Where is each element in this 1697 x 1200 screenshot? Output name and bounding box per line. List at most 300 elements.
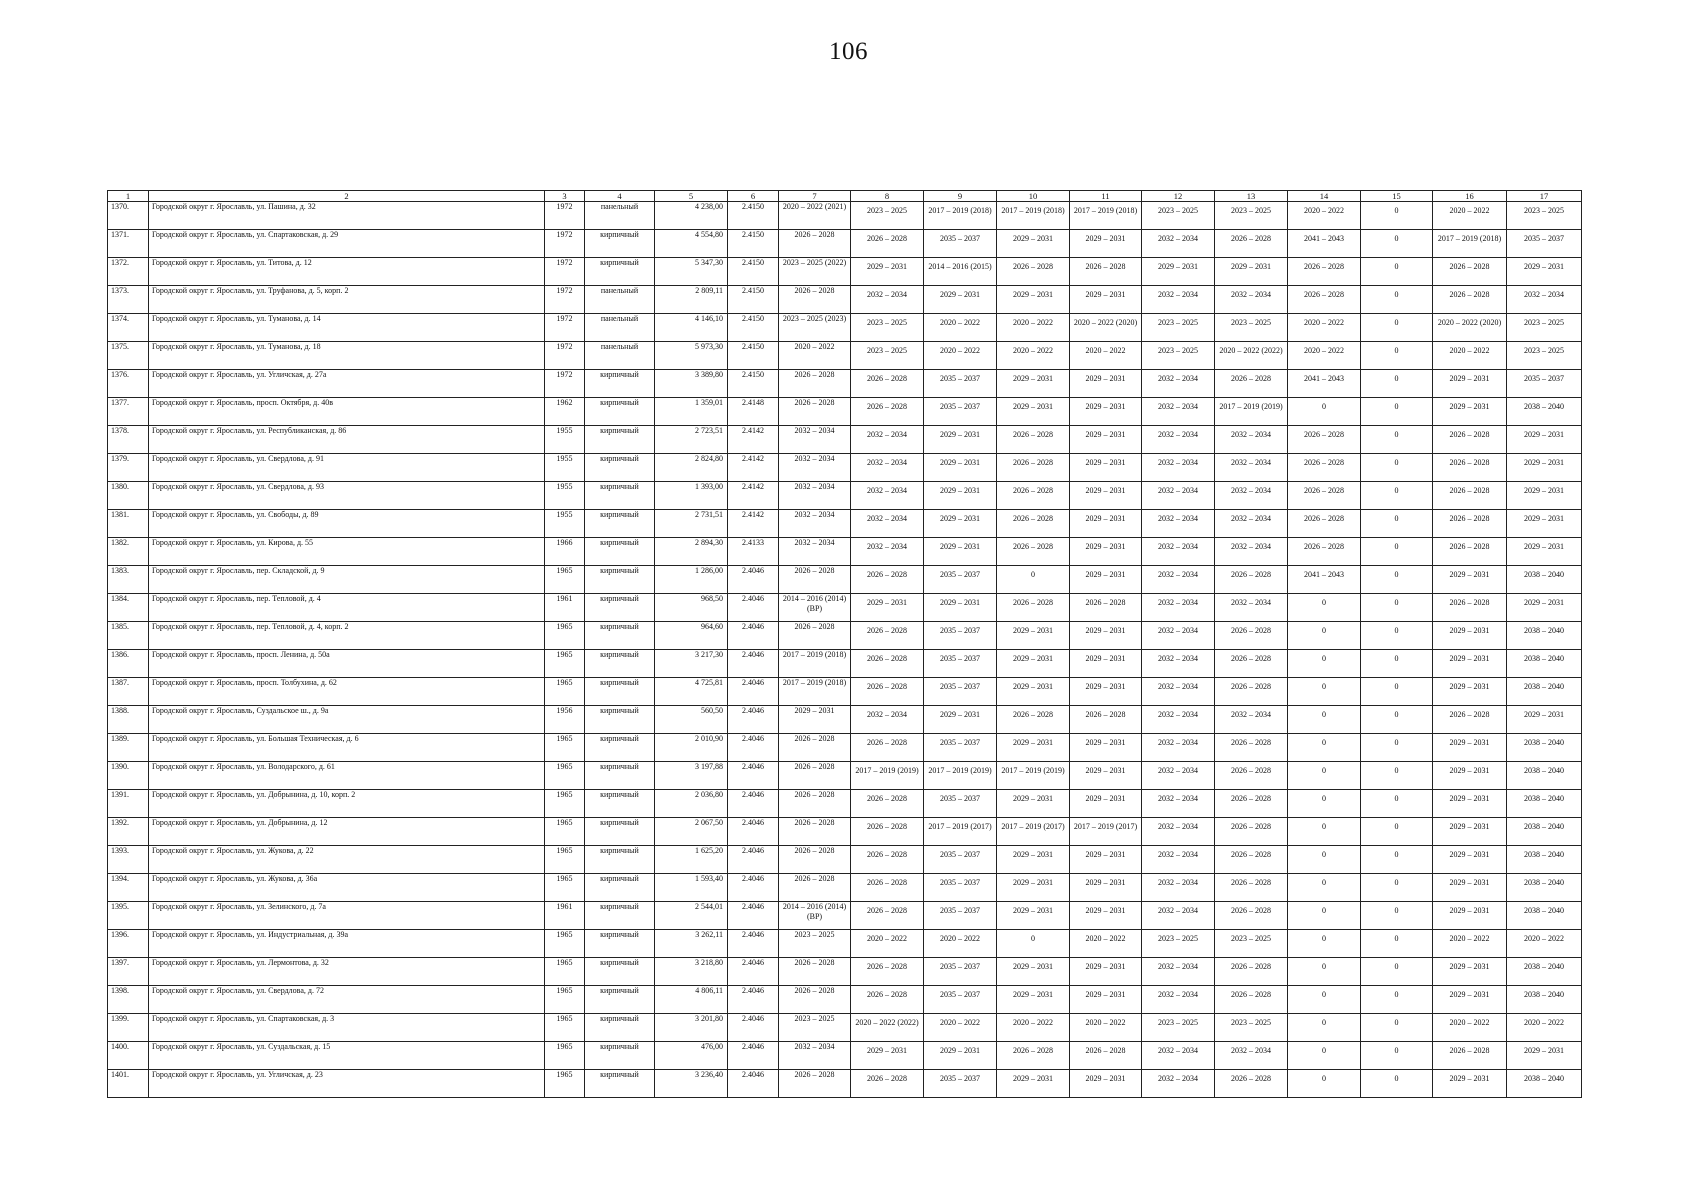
period-col-14-text: 0	[1322, 794, 1326, 803]
coefficient	[728, 398, 779, 426]
table-row	[108, 1042, 1582, 1070]
period-col-16	[1433, 566, 1507, 594]
build-year	[545, 1070, 585, 1098]
period-col-12-text: 2032 – 2034	[1158, 626, 1198, 635]
total-area	[655, 398, 728, 426]
period-col-11	[1070, 622, 1142, 650]
table-row	[108, 1070, 1582, 1098]
value-col-15-text: 0	[1394, 850, 1399, 859]
coefficient	[728, 734, 779, 762]
period-col-9-text: 2035 – 2037	[940, 374, 980, 383]
period-col-11-text: 2020 – 2022	[1085, 934, 1126, 943]
period-col-11-text: 2020 – 2022 (2020)	[1073, 318, 1138, 327]
period-col-8	[851, 342, 924, 370]
period-col-7	[779, 818, 851, 846]
coefficient	[728, 342, 779, 370]
period-col-17-text: 2029 – 2031	[1524, 262, 1564, 271]
period-col-10-text: 2029 – 2031	[1013, 738, 1053, 747]
period-col-10	[997, 678, 1070, 706]
period-col-12	[1142, 818, 1215, 846]
column-header-6: 6	[728, 191, 779, 202]
build-year	[545, 538, 585, 566]
wall-material-text: кирпичный	[600, 510, 639, 519]
period-col-8	[851, 1042, 924, 1070]
period-col-10-text: 2017 – 2019 (2019)	[1001, 766, 1065, 775]
build-year	[545, 706, 585, 734]
build-year-text: 1972	[556, 314, 573, 323]
build-year	[545, 510, 585, 538]
period-col-9-text: 2029 – 2031	[940, 1046, 980, 1055]
period-col-7-text: 2014 – 2016 (2014) (ВР)	[782, 902, 847, 921]
wall-material	[585, 482, 655, 510]
period-col-16	[1433, 678, 1507, 706]
period-col-16-text: 2020 – 2022 (2020)	[1437, 318, 1502, 327]
total-area-text: 1 286,00	[695, 566, 723, 575]
period-col-9	[924, 538, 997, 566]
period-col-16	[1433, 594, 1507, 622]
build-year	[545, 930, 585, 958]
period-col-7-text: 2026 – 2028	[794, 762, 835, 771]
period-col-13	[1215, 1070, 1288, 1098]
period-col-13	[1215, 370, 1288, 398]
column-header-15: 15	[1361, 191, 1433, 202]
period-col-14-text: 0	[1322, 626, 1326, 635]
period-col-13	[1215, 314, 1288, 342]
period-col-16-text: 2029 – 2031	[1449, 962, 1490, 971]
period-col-16-text: 2026 – 2028	[1449, 458, 1490, 467]
period-col-12	[1142, 1014, 1215, 1042]
total-area	[655, 930, 728, 958]
period-col-13	[1215, 874, 1288, 902]
build-year	[545, 874, 585, 902]
period-col-14-text: 0	[1322, 598, 1326, 607]
address	[149, 202, 545, 230]
row-number-text: 1370.	[111, 202, 129, 211]
wall-material-text: кирпичный	[600, 678, 639, 687]
wall-material	[585, 1070, 655, 1098]
period-col-8-text: 2026 – 2028	[867, 234, 907, 243]
period-col-7	[779, 370, 851, 398]
build-year-text: 1965	[556, 734, 573, 743]
build-year-text: 1972	[556, 258, 573, 267]
period-col-8-text: 2026 – 2028	[867, 654, 907, 663]
period-col-8	[851, 482, 924, 510]
period-col-11-text: 2029 – 2031	[1085, 430, 1126, 439]
period-col-11	[1070, 286, 1142, 314]
value-col-15-text: 0	[1394, 318, 1399, 327]
period-col-14-text: 2020 – 2022	[1304, 346, 1344, 355]
coefficient	[728, 762, 779, 790]
build-year-text: 1972	[556, 286, 573, 295]
coefficient-text: 2.4046	[742, 874, 764, 883]
period-col-13	[1215, 510, 1288, 538]
period-col-13-text: 2026 – 2028	[1231, 878, 1271, 887]
period-col-14	[1288, 762, 1361, 790]
period-col-14-text: 2041 – 2043	[1304, 374, 1344, 383]
period-col-9	[924, 398, 997, 426]
total-area-text: 964,60	[701, 622, 723, 631]
period-col-9	[924, 762, 997, 790]
address-text: Городской округ г. Ярославль, ул. Республиканская, д. 86	[152, 426, 347, 435]
wall-material-text: кирпичный	[600, 482, 639, 491]
row-number	[108, 202, 149, 230]
period-col-11-text: 2029 – 2031	[1085, 682, 1126, 691]
address	[149, 314, 545, 342]
table-row	[108, 706, 1582, 734]
period-col-9	[924, 1042, 997, 1070]
period-col-9-text: 2035 – 2037	[940, 626, 980, 635]
period-col-13	[1215, 930, 1288, 958]
coefficient-text: 2.4046	[742, 594, 764, 603]
period-col-8-text: 2023 – 2025	[867, 318, 907, 327]
table-row	[108, 958, 1582, 986]
period-col-12-text: 2032 – 2034	[1158, 234, 1198, 243]
period-col-16	[1433, 286, 1507, 314]
period-col-17	[1507, 790, 1582, 818]
row-number-text: 1398.	[111, 986, 129, 995]
wall-material-text: кирпичный	[600, 958, 639, 967]
build-year	[545, 678, 585, 706]
period-col-9-text: 2035 – 2037	[940, 794, 980, 803]
row-number-text: 1388.	[111, 706, 129, 715]
period-col-8	[851, 510, 924, 538]
period-col-16-text: 2026 – 2028	[1449, 514, 1490, 523]
period-col-16-text: 2020 – 2022	[1449, 206, 1490, 215]
period-col-12	[1142, 342, 1215, 370]
period-col-11	[1070, 510, 1142, 538]
period-col-16	[1433, 538, 1507, 566]
value-col-15-text: 0	[1394, 878, 1399, 887]
period-col-16-text: 2029 – 2031	[1449, 850, 1490, 859]
period-col-11	[1070, 706, 1142, 734]
period-col-7	[779, 874, 851, 902]
period-col-13	[1215, 286, 1288, 314]
period-col-14-text: 0	[1322, 878, 1326, 887]
period-col-16-text: 2026 – 2028	[1449, 290, 1490, 299]
address	[149, 1014, 545, 1042]
period-col-11	[1070, 790, 1142, 818]
row-number	[108, 286, 149, 314]
period-col-14	[1288, 930, 1361, 958]
period-col-9	[924, 790, 997, 818]
period-col-16	[1433, 958, 1507, 986]
period-col-8	[851, 846, 924, 874]
build-year-text: 1965	[556, 846, 573, 855]
wall-material	[585, 258, 655, 286]
period-col-16	[1433, 426, 1507, 454]
row-number	[108, 818, 149, 846]
value-col-15-text: 0	[1394, 626, 1399, 635]
period-col-12-text: 2023 – 2025	[1158, 346, 1198, 355]
address	[149, 482, 545, 510]
value-col-15	[1361, 1070, 1433, 1098]
period-col-12	[1142, 902, 1215, 930]
period-col-13-text: 2017 – 2019 (2019)	[1219, 402, 1283, 411]
period-col-16-text: 2017 – 2019 (2018)	[1437, 234, 1502, 243]
period-col-17-text: 2035 – 2037	[1524, 374, 1564, 383]
table-row	[108, 846, 1582, 874]
total-area-text: 1 593,40	[695, 874, 723, 883]
period-col-16-text: 2029 – 2031	[1449, 878, 1490, 887]
row-number-text: 1371.	[111, 230, 129, 239]
period-col-16-text: 2029 – 2031	[1449, 374, 1490, 383]
period-col-8	[851, 1070, 924, 1098]
table-row	[108, 594, 1582, 622]
period-col-11-text: 2029 – 2031	[1085, 542, 1126, 551]
row-number	[108, 762, 149, 790]
address-text: Городской округ г. Ярославль, Суздальское ш., д. 9а	[152, 706, 329, 715]
period-col-17-text: 2038 – 2040	[1524, 906, 1564, 915]
period-col-13	[1215, 958, 1288, 986]
row-number	[108, 846, 149, 874]
coefficient	[728, 650, 779, 678]
column-header-10: 10	[997, 191, 1070, 202]
address-text: Городской округ г. Ярославль, ул. Угличская, д. 23	[152, 1070, 323, 1079]
address	[149, 930, 545, 958]
address-text: Городской округ г. Ярославль, ул. Угличская, д. 27а	[152, 370, 327, 379]
period-col-10-text: 2020 – 2022	[1013, 318, 1053, 327]
address	[149, 258, 545, 286]
period-col-16-text: 2029 – 2031	[1449, 794, 1490, 803]
period-col-14	[1288, 678, 1361, 706]
period-col-8-text: 2026 – 2028	[867, 626, 907, 635]
build-year	[545, 426, 585, 454]
period-col-17	[1507, 594, 1582, 622]
coefficient-text: 2.4150	[742, 342, 764, 351]
total-area-text: 4 725,81	[695, 678, 723, 687]
period-col-13-text: 2032 – 2034	[1231, 290, 1271, 299]
address	[149, 678, 545, 706]
total-area	[655, 454, 728, 482]
value-col-15-text: 0	[1394, 346, 1399, 355]
value-col-15-text: 0	[1394, 738, 1399, 747]
period-col-8-text: 2023 – 2025	[867, 206, 907, 215]
period-col-11-text: 2029 – 2031	[1085, 878, 1126, 887]
period-col-11	[1070, 1042, 1142, 1070]
period-col-17	[1507, 622, 1582, 650]
period-col-16	[1433, 510, 1507, 538]
period-col-14-text: 0	[1322, 682, 1326, 691]
period-col-9-text: 2017 – 2019 (2018)	[928, 206, 992, 215]
table-row	[108, 454, 1582, 482]
period-col-11-text: 2029 – 2031	[1085, 906, 1126, 915]
period-col-12-text: 2032 – 2034	[1158, 486, 1198, 495]
total-area-text: 2 067,50	[695, 818, 723, 827]
period-col-11	[1070, 874, 1142, 902]
period-col-9	[924, 454, 997, 482]
period-col-10	[997, 370, 1070, 398]
period-col-13	[1215, 818, 1288, 846]
column-header-2: 2	[149, 191, 545, 202]
period-col-13-text: 2026 – 2028	[1231, 822, 1271, 831]
row-number	[108, 1042, 149, 1070]
column-header-14: 14	[1288, 191, 1361, 202]
total-area	[655, 510, 728, 538]
period-col-14-text: 0	[1322, 906, 1326, 915]
wall-material-text: кирпичный	[600, 538, 639, 547]
period-col-10	[997, 202, 1070, 230]
wall-material	[585, 986, 655, 1014]
period-col-17	[1507, 426, 1582, 454]
period-col-17-text: 2029 – 2031	[1524, 1046, 1564, 1055]
period-col-12	[1142, 594, 1215, 622]
row-number-text: 1391.	[111, 790, 129, 799]
period-col-17-text: 2029 – 2031	[1524, 542, 1564, 551]
row-number	[108, 594, 149, 622]
period-col-10-text: 2029 – 2031	[1013, 878, 1053, 887]
period-col-17	[1507, 734, 1582, 762]
period-col-7-text: 2017 – 2019 (2018)	[782, 678, 847, 687]
column-header-4: 4	[585, 191, 655, 202]
value-col-15	[1361, 846, 1433, 874]
period-col-8	[851, 678, 924, 706]
coefficient-text: 2.4046	[742, 622, 764, 631]
total-area	[655, 790, 728, 818]
wall-material-text: кирпичный	[600, 1042, 639, 1051]
period-col-14	[1288, 874, 1361, 902]
period-col-12	[1142, 454, 1215, 482]
total-area	[655, 230, 728, 258]
period-col-12	[1142, 622, 1215, 650]
period-col-8	[851, 566, 924, 594]
address	[149, 230, 545, 258]
table-row	[108, 678, 1582, 706]
build-year-text: 1965	[556, 930, 573, 939]
period-col-17-text: 2038 – 2040	[1524, 990, 1564, 999]
period-col-13-text: 2029 – 2031	[1231, 262, 1271, 271]
period-col-9-text: 2029 – 2031	[940, 486, 980, 495]
period-col-14-text: 2041 – 2043	[1304, 570, 1344, 579]
total-area-text: 4 146,10	[695, 314, 723, 323]
coefficient-text: 2.4150	[742, 286, 764, 295]
period-col-10	[997, 874, 1070, 902]
period-col-10	[997, 1014, 1070, 1042]
period-col-12	[1142, 510, 1215, 538]
period-col-13	[1215, 678, 1288, 706]
period-col-8-text: 2023 – 2025	[867, 346, 907, 355]
period-col-9-text: 2035 – 2037	[940, 738, 980, 747]
wall-material	[585, 622, 655, 650]
period-col-11	[1070, 678, 1142, 706]
period-col-9	[924, 622, 997, 650]
total-area-text: 2 036,80	[695, 790, 723, 799]
value-col-15-text: 0	[1394, 262, 1399, 271]
period-col-7-text: 2026 – 2028	[794, 230, 835, 239]
total-area	[655, 258, 728, 286]
period-col-7-text: 2026 – 2028	[794, 874, 835, 883]
period-col-13	[1215, 1014, 1288, 1042]
wall-material	[585, 650, 655, 678]
wall-material	[585, 314, 655, 342]
period-col-7	[779, 594, 851, 622]
address	[149, 790, 545, 818]
period-col-9	[924, 846, 997, 874]
period-col-10-text: 2017 – 2019 (2017)	[1001, 822, 1065, 831]
column-header-13: 13	[1215, 191, 1288, 202]
wall-material-text: кирпичный	[600, 426, 639, 435]
row-number	[108, 566, 149, 594]
period-col-17	[1507, 762, 1582, 790]
period-col-8	[851, 650, 924, 678]
period-col-9-text: 2029 – 2031	[940, 290, 980, 299]
period-col-11-text: 2029 – 2031	[1085, 990, 1126, 999]
period-col-17-text: 2038 – 2040	[1524, 402, 1564, 411]
table-row	[108, 482, 1582, 510]
period-col-7-text: 2026 – 2028	[794, 818, 835, 827]
coefficient-text: 2.4046	[742, 678, 764, 687]
wall-material-text: кирпичный	[600, 706, 639, 715]
period-col-7-text: 2026 – 2028	[794, 958, 835, 967]
period-col-8	[851, 1014, 924, 1042]
period-col-8-text: 2029 – 2031	[867, 1046, 907, 1055]
wall-material-text: панельный	[600, 342, 639, 351]
period-col-13	[1215, 258, 1288, 286]
period-col-9	[924, 230, 997, 258]
row-number-text: 1397.	[111, 958, 129, 967]
wall-material	[585, 398, 655, 426]
period-col-13	[1215, 846, 1288, 874]
row-number	[108, 650, 149, 678]
period-col-7	[779, 790, 851, 818]
period-col-12-text: 2032 – 2034	[1158, 430, 1198, 439]
period-col-8	[851, 986, 924, 1014]
table-row	[108, 398, 1582, 426]
period-col-12	[1142, 790, 1215, 818]
period-col-9	[924, 342, 997, 370]
coefficient	[728, 230, 779, 258]
row-number-text: 1399.	[111, 1014, 129, 1023]
period-col-16	[1433, 314, 1507, 342]
period-col-7	[779, 958, 851, 986]
period-col-10-text: 2029 – 2031	[1013, 682, 1053, 691]
address-text: Городской округ г. Ярославль, просп. Ленина, д. 50а	[152, 650, 330, 659]
period-col-17-text: 2023 – 2025	[1524, 318, 1564, 327]
coefficient	[728, 1042, 779, 1070]
build-year-text: 1955	[556, 510, 573, 519]
period-col-17-text: 2038 – 2040	[1524, 766, 1564, 775]
period-col-16-text: 2026 – 2028	[1449, 542, 1490, 551]
total-area	[655, 622, 728, 650]
build-year-text: 1965	[556, 762, 573, 771]
period-col-12	[1142, 202, 1215, 230]
period-col-10	[997, 622, 1070, 650]
period-col-10-text: 2026 – 2028	[1013, 1046, 1053, 1055]
period-col-17	[1507, 986, 1582, 1014]
period-col-11	[1070, 370, 1142, 398]
value-col-15	[1361, 202, 1433, 230]
address	[149, 538, 545, 566]
wall-material-text: кирпичный	[600, 454, 639, 463]
address-text: Городской округ г. Ярославль, ул. Добрынина, д. 12	[152, 818, 328, 827]
value-col-15	[1361, 874, 1433, 902]
period-col-7-text: 2017 – 2019 (2018)	[782, 650, 847, 659]
period-col-17	[1507, 538, 1582, 566]
total-area	[655, 958, 728, 986]
address-text: Городской округ г. Ярославль, ул. Суздальская, д. 15	[152, 1042, 331, 1051]
total-area	[655, 538, 728, 566]
period-col-17-text: 2020 – 2022	[1524, 934, 1564, 943]
total-area	[655, 706, 728, 734]
period-col-12	[1142, 370, 1215, 398]
wall-material	[585, 790, 655, 818]
period-col-13-text: 2032 – 2034	[1231, 458, 1271, 467]
coefficient	[728, 482, 779, 510]
period-col-11	[1070, 314, 1142, 342]
period-col-12	[1142, 538, 1215, 566]
address	[149, 1042, 545, 1070]
period-col-8	[851, 202, 924, 230]
period-col-16-text: 2029 – 2031	[1449, 766, 1490, 775]
